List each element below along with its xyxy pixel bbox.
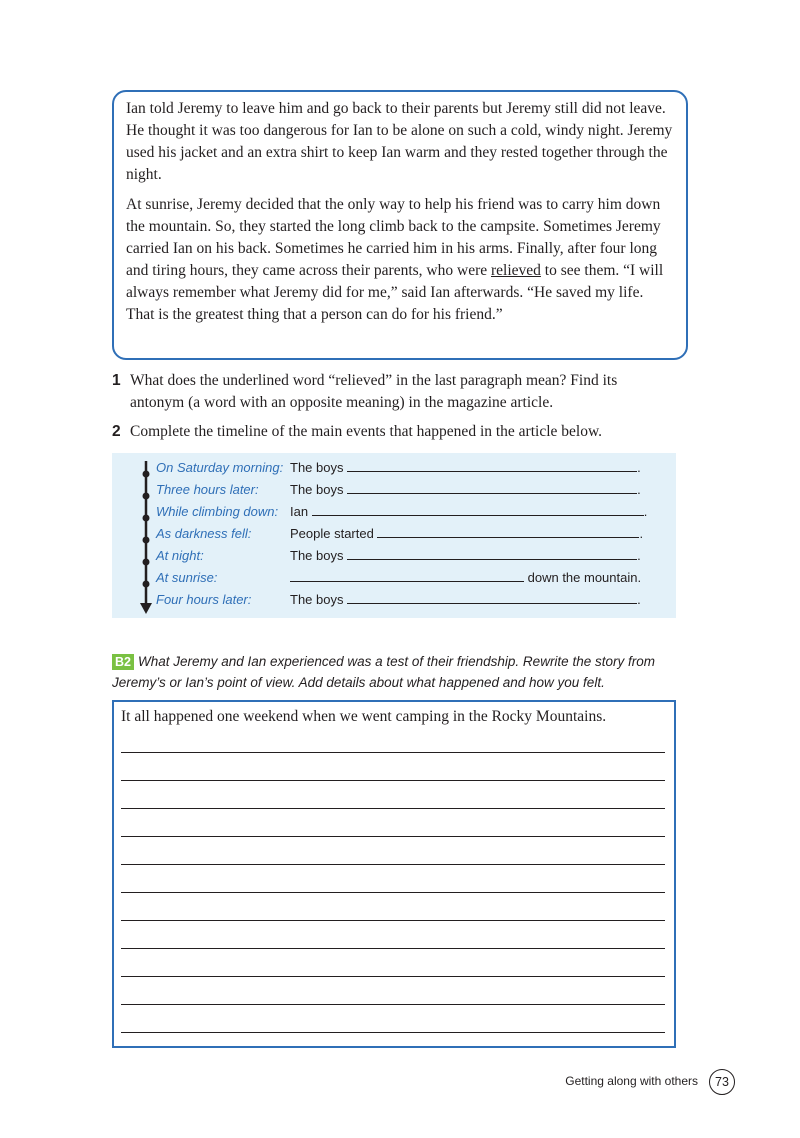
writing-line[interactable]	[121, 780, 665, 781]
timeline-row	[112, 545, 676, 567]
question-1	[112, 370, 672, 414]
writing-line[interactable]	[121, 892, 665, 893]
timeline-row	[112, 501, 676, 523]
timeline-suffix: .	[637, 592, 641, 607]
timeline-answer[interactable]	[290, 567, 650, 589]
timeline-prefix: The boys	[290, 482, 344, 497]
timeline-prefix: People started	[290, 526, 374, 541]
question-2-text: Complete the timeline of the main events that happened in the article below.	[130, 423, 603, 440]
writing-line[interactable]	[121, 752, 665, 753]
timeline-row	[112, 589, 676, 611]
timeline-prefix: The boys	[290, 548, 344, 563]
question-2-number: 2	[112, 423, 121, 440]
b2-task	[112, 651, 676, 693]
article-paragraph-2-end: to see them. “I will always remember what Jeremy did for me,” said Ian afterwards. “He saved my life. That is the greatest thing that a person can do for his friend.”	[126, 262, 664, 323]
timeline-label: At night:	[156, 548, 204, 563]
writing-line[interactable]	[121, 948, 665, 949]
timeline-panel	[112, 453, 676, 618]
timeline-suffix: .	[637, 460, 641, 475]
page-number: 73	[709, 1069, 735, 1095]
question-2	[112, 421, 672, 443]
timeline-suffix: .	[643, 504, 648, 519]
timeline-answer[interactable]	[290, 479, 650, 501]
timeline-suffix: .	[639, 526, 644, 541]
timeline-label: At sunrise:	[156, 570, 218, 585]
level-badge: B2	[112, 654, 134, 670]
timeline-suffix: down the mountain.	[527, 570, 642, 585]
article-paragraph-1: Ian told Jeremy to leave him and go back to their parents but Jeremy still did not leave. He thought it was too dangerous for Ian to be alone on such a cold, windy night. Jeremy used his jacket and an extra shirt to keep Ian warm and they rested together through the night.	[126, 100, 673, 183]
timeline-answer[interactable]	[290, 589, 650, 611]
answer-blank[interactable]	[347, 457, 637, 472]
writing-line[interactable]	[121, 1004, 665, 1005]
timeline-answer[interactable]	[290, 523, 650, 545]
timeline-label: While climbing down:	[156, 504, 279, 519]
writing-line[interactable]	[121, 1032, 665, 1033]
timeline-suffix: .	[637, 548, 641, 563]
writing-line[interactable]	[121, 808, 665, 809]
article-box	[112, 90, 688, 360]
chapter-title: Getting along with others	[565, 1074, 698, 1088]
timeline-prefix: The boys	[290, 460, 344, 475]
writing-line[interactable]	[121, 976, 665, 977]
timeline-label: Four hours later:	[156, 592, 252, 607]
timeline-label: On Saturday morning:	[156, 460, 284, 475]
answer-blank[interactable]	[347, 545, 637, 560]
answer-blank[interactable]	[347, 479, 637, 494]
timeline-suffix: .	[637, 482, 641, 497]
timeline-row	[112, 567, 676, 589]
writing-line[interactable]	[121, 836, 665, 837]
b2-prompt: What Jeremy and Ian experienced was a test of their friendship. Rewrite the story from Jeremy’s or Ian’s point of view. Add details about what happened and how you felt.	[112, 654, 655, 690]
timeline-row	[112, 457, 676, 479]
question-1-text: What does the underlined word “relieved” in the last paragraph mean? Find its antonym (a word with an opposite meaning) in the magazine article.	[130, 372, 618, 411]
timeline-row	[112, 523, 676, 545]
timeline-label: Three hours later:	[156, 482, 259, 497]
timeline-prefix: Ian	[290, 504, 309, 519]
article-paragraph-2-start: At sunrise, Jeremy decided that the only way to help his friend was to carry him down the mountain. So, they started the long climb back to the campsite. Sometimes Jeremy carried Ian on his back. Sometimes he carried him in his arms. Finally, after four long and tiring hours, they came across their parents, who were	[126, 196, 661, 279]
underlined-word-relieved: relieved	[491, 262, 541, 279]
answer-blank[interactable]	[312, 501, 644, 516]
answer-blank[interactable]	[290, 567, 524, 582]
writing-first-line: It all happened one weekend when we went camping in the Rocky Mountains.	[121, 708, 607, 725]
timeline-row	[112, 479, 676, 501]
writing-line[interactable]	[121, 864, 665, 865]
answer-blank[interactable]	[377, 523, 639, 538]
timeline-answer[interactable]	[290, 501, 650, 523]
timeline-prefix: The boys	[290, 592, 344, 607]
timeline-answer[interactable]	[290, 545, 650, 567]
timeline-answer[interactable]	[290, 457, 650, 479]
writing-box[interactable]	[112, 700, 676, 1048]
article-paragraph-2	[126, 194, 674, 326]
timeline-label: As darkness fell:	[156, 526, 252, 541]
answer-blank[interactable]	[347, 589, 637, 604]
question-1-number: 1	[112, 372, 121, 389]
writing-line[interactable]	[121, 920, 665, 921]
